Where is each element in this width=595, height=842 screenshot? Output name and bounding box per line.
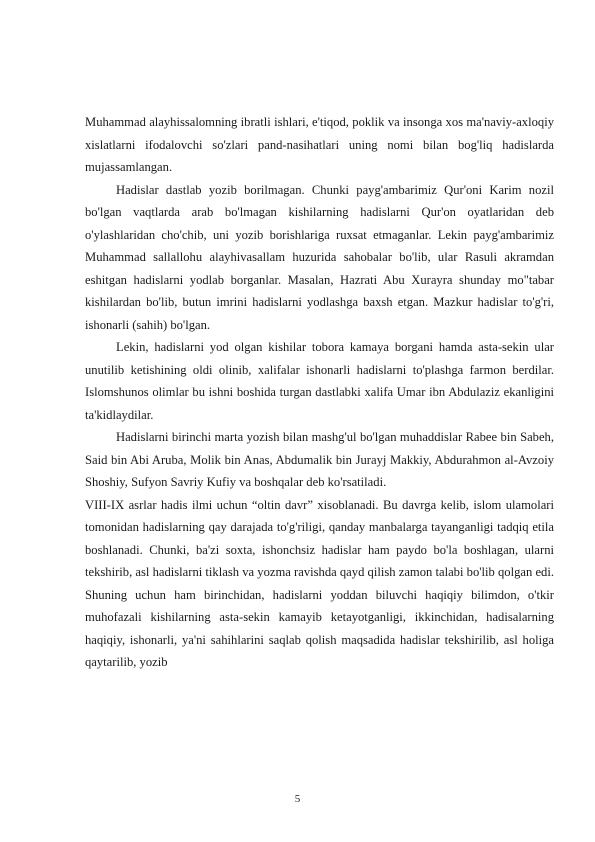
paragraph-4: Hadislarni birinchi marta yozish bilan mashg'ul bo'lgan muhaddislar Rabee bin Sabeh, Said bin Abi Aruba, Molik bin Anas, Abdumalik bin Jurayj Makkiy, Abdurahmon al-Avzoiy Shoshiy, Sufyon Savriy Kufiy va boshqalar deb ko'rsatiladi.: [85, 430, 554, 489]
paragraph-2: Hadislar dastlab yozib borilmagan. Chunki payg'ambarimiz Qur'oni Karim nozil bo'lgan vaqtlarda arab bo'lmagan kishilarning hadislarni Qur'on oyatlaridan deb o'ylashlaridan cho'chib, uni yozib borishlariga ruxsat etmaganlar. Lekin payg'ambarimiz Muhammad sallallohu alayhivasallam huzurida sahobalar bo'lib, ular Rasuli akramdan eshitgan hadislarni yodlab borganlar. Masalan, Hazrati Abu Xurayra shunday mo"tabar kishilardan bo'lib, butun imrini hadislarni yodlashga baxsh etgan. Mazkur hadislar to'g'ri, ishonarli (sahih) bo'lgan.: [85, 182, 554, 332]
paragraph-1: Muhammad alayhissalomning ibratli ishlari, e'tiqod, poklik va insonga xos ma'naviy-axloqiy xislatlarni ifodalovchi so'zlari pand-nasihatlari uning nomi bilan bog'liq hadislarda mujassamlangan.: [85, 115, 554, 174]
page-number: 5: [294, 793, 301, 805]
document-body: [85, 111, 554, 674]
paragraph-5: VIII-IX asrlar hadis ilmi uchun “oltin davr” xisoblanadi. Bu davrga kelib, islom ulamolari tomonidan hadislarning qay darajada to'g'riligi, qanday manbalarga tayanganligi tadqiq etila boshlanadi. Chunki, ba'zi soxta, ishonchsiz hadislar ham paydo bo'la boshlagan, ularni tekshirib, asl hadislarni tiklash va yozma ravishda qayd qilish zamon talabi bo'lib qolgan edi. Shuning uchun ham birinchidan, hadislarni yoddan biluvchi haqiqiy bilimdon, o'tkir muhofazali kishilarning asta-sekin kamayib ketayotganligi, ikkinchidan, hadisalarning haqiqiy, ishonarli, ya'ni sahihlarini saqlab qolish maqsadida hadislar tekshirilib, asl holiga qaytarilib, yozib: [85, 497, 554, 669]
paragraph-3: Lekin, hadislarni yod olgan kishilar tobora kamaya borgani hamda asta-sekin ular unutilib ketishining oldi olinib, xalifalar ishonarli hadislarni to'plashga farmon berdilar. Islomshunos olimlar bu ishni boshida turgan dastlabki xalifa Umar ibn Abdulaziz ekanligini ta'kidlaydilar.: [85, 340, 554, 422]
